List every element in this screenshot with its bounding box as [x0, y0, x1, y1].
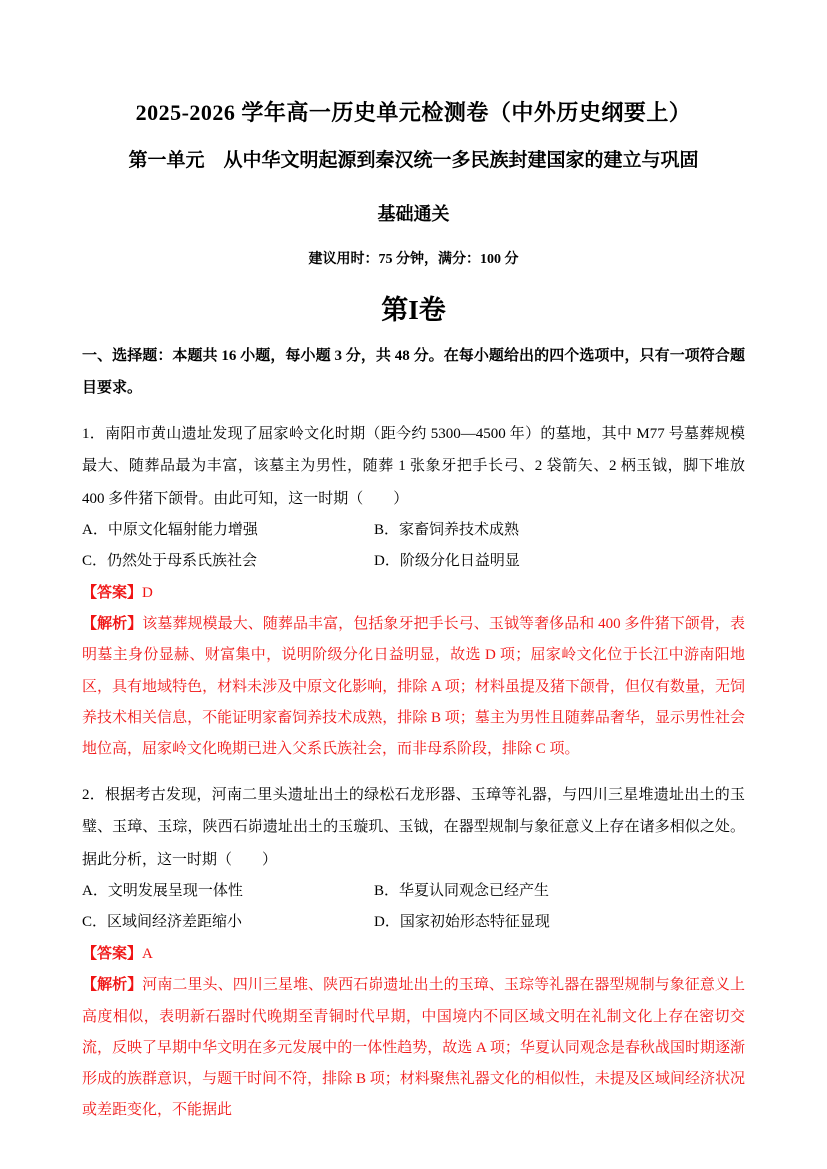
question-1-answer: [82, 578, 745, 610]
question-2-option-a: A．文明发展呈现一体性: [82, 882, 243, 899]
analysis-label: 【解析】: [82, 977, 143, 994]
section-title: 基础通关: [377, 204, 450, 224]
answer-label: 【答案】: [82, 945, 143, 962]
analysis-text: 该墓葬规模最大、随葬品丰富，包括象牙把手长弓、玉钺等奢侈品和 400 多件猪下颌骨，表明墓主身份显赫、财富集中，说明阶级分化日益明显，故选 D 项；屈家岭文化位于长江中游南阳地区，具有地域特色，材料未涉及中原文化影响，排除 A 项；材料虽提及猪下颌骨，但仅有数量，无饲养技术相关信息，不能证明家畜饲养技术成熟，排除 B 项；墓主为男性且随葬品奢华，显示男性社会地位高，屈家岭文化晚期已进入父系氏族社会，而非母系阶段，排除 C 项。: [82, 616, 745, 757]
question-1-stem: 1．南阳市黄山遗址发现了屈家岭文化时期（距今约 5300—4500 年）的墓地，其中 M77 号墓葬规模最大、随葬品最为丰富，该墓主为男性，随葬 1 张象牙把手长弓、2 袋箭矢、2 柄玉钺，脚下堆放 400 多件猪下颌骨。由此可知，这一时期（ ）: [82, 426, 745, 507]
question-2-stem: 2．根据考古发现，河南二里头遗址出土的绿松石龙形器、玉璋等礼器，与四川三星堆遗址出土的玉璧、玉璋、玉琮，陕西石峁遗址出土的玉璇玑、玉钺，在器型规制与象征意义上存在诸多相似之处。据此分析，这一时期（ ）: [82, 787, 745, 868]
analysis-text: 河南二里头、四川三星堆、陕西石峁遗址出土的玉璋、玉琮等礼器在器型规制与象征意义上高度相似，表明新石器时代晚期至青铜时代早期，中国境内不同区域文明在礼制文化上存在密切交流，反映了早期中华文明在多元发展中的一体性趋势，故选 A 项；华夏认同观念是春秋战国时期逐渐形成的族群意识，与题干时间不符，排除 B 项；材料聚焦礼器文化的相似性，未提及区域间经济状况或差距变化，不能据此: [82, 977, 745, 1119]
exam-title: 2025-2026 学年高一历史单元检测卷（中外历史纲要上）: [135, 100, 692, 125]
section-instructions: 一、选择题：本题共 16 小题，每小题 3 分，共 48 分。在每小题给出的四个选项中，只有一项符合题目要求。: [82, 348, 745, 396]
answer-value: A: [142, 945, 153, 962]
question-2-options: [82, 876, 745, 939]
question-2-option-c: C．区域间经济差距缩小: [82, 914, 243, 931]
question-1-option-d: D．阶级分化日益明显: [374, 553, 520, 570]
question-1-option-a: A．中原文化辐射能力增强: [82, 521, 258, 538]
unit-title: 第一单元 从中华文明起源到秦汉统一多民族封建国家的建立与巩固: [128, 150, 699, 171]
question-1-option-c: C．仍然处于母系氏族社会: [82, 553, 258, 570]
question-2-option-d: D．国家初始形态特征显现: [374, 914, 550, 931]
question-2: [82, 779, 745, 1126]
answer-label: 【答案】: [82, 584, 143, 601]
question-1-analysis: [82, 609, 745, 765]
volume-title: 第I卷: [381, 295, 446, 325]
question-1-option-b: B．家畜饲养技术成熟: [374, 521, 520, 538]
question-1: [82, 418, 745, 765]
answer-value: D: [142, 584, 153, 601]
analysis-label: 【解析】: [82, 616, 143, 633]
question-1-options: [82, 515, 745, 578]
question-2-option-b: B．华夏认同观念已经产生: [374, 882, 550, 899]
question-2-answer: [82, 939, 745, 971]
question-2-analysis: [82, 970, 745, 1126]
exam-meta: 建议用时：75 分钟，满分：100 分: [308, 252, 519, 267]
